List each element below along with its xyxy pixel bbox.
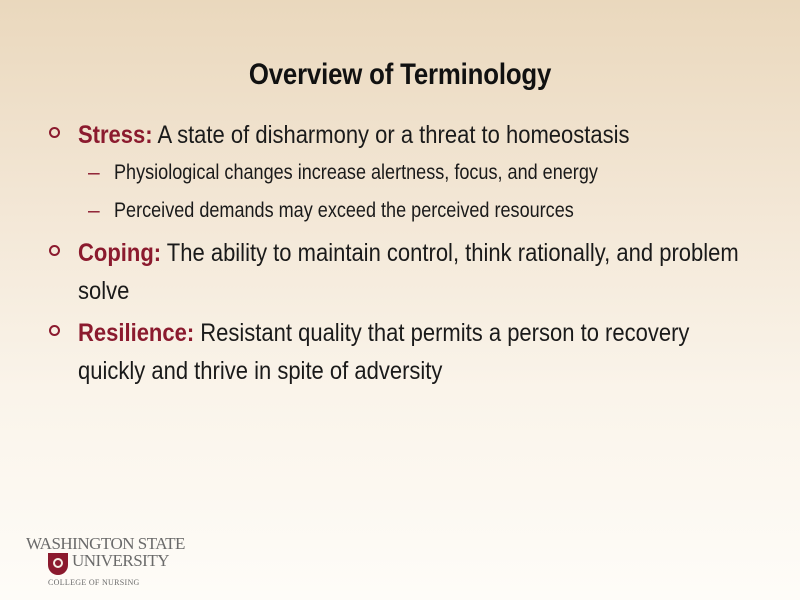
bullet-text [78,234,756,310]
dash-bullet-icon: – [88,199,100,222]
sub-bullet-text: Perceived demands may exceed the perceived resources [114,199,574,222]
bullet-text [78,314,756,390]
term-definition: A state of disharmony or a threat to homeostasis [152,121,630,149]
circle-bullet-icon [49,127,60,138]
circle-bullet-icon [49,245,60,256]
cougar-shield-icon [48,553,68,575]
dash-bullet-icon: – [88,161,100,184]
bullet-text [78,116,756,154]
term-label: Resilience: [78,319,195,347]
wsu-logo [26,534,186,594]
term-definition: Resistant quality that permits a person to recovery quickly and thrive in spite of adversity [78,319,690,385]
circle-bullet-icon [49,325,60,336]
logo-line-washington-state: WASHINGTON STATE [26,534,185,553]
logo-line-college: COLLEGE OF NURSING [48,578,140,587]
term-label: Stress: [78,121,153,149]
term-label: Coping: [78,239,162,267]
sub-bullet [46,154,766,192]
logo-line-university: UNIVERSITY [72,551,169,570]
bullet-stress [46,116,766,154]
bullet-list [46,116,766,390]
bullet-resilience [46,314,766,390]
bullet-coping [46,234,766,310]
term-definition: The ability to maintain control, think rationally, and problem solve [78,239,739,305]
slide-title: Overview of Terminology [248,58,552,91]
sub-bullet-text: Physiological changes increase alertness, focus, and energy [114,161,598,184]
sub-bullet [46,192,766,230]
